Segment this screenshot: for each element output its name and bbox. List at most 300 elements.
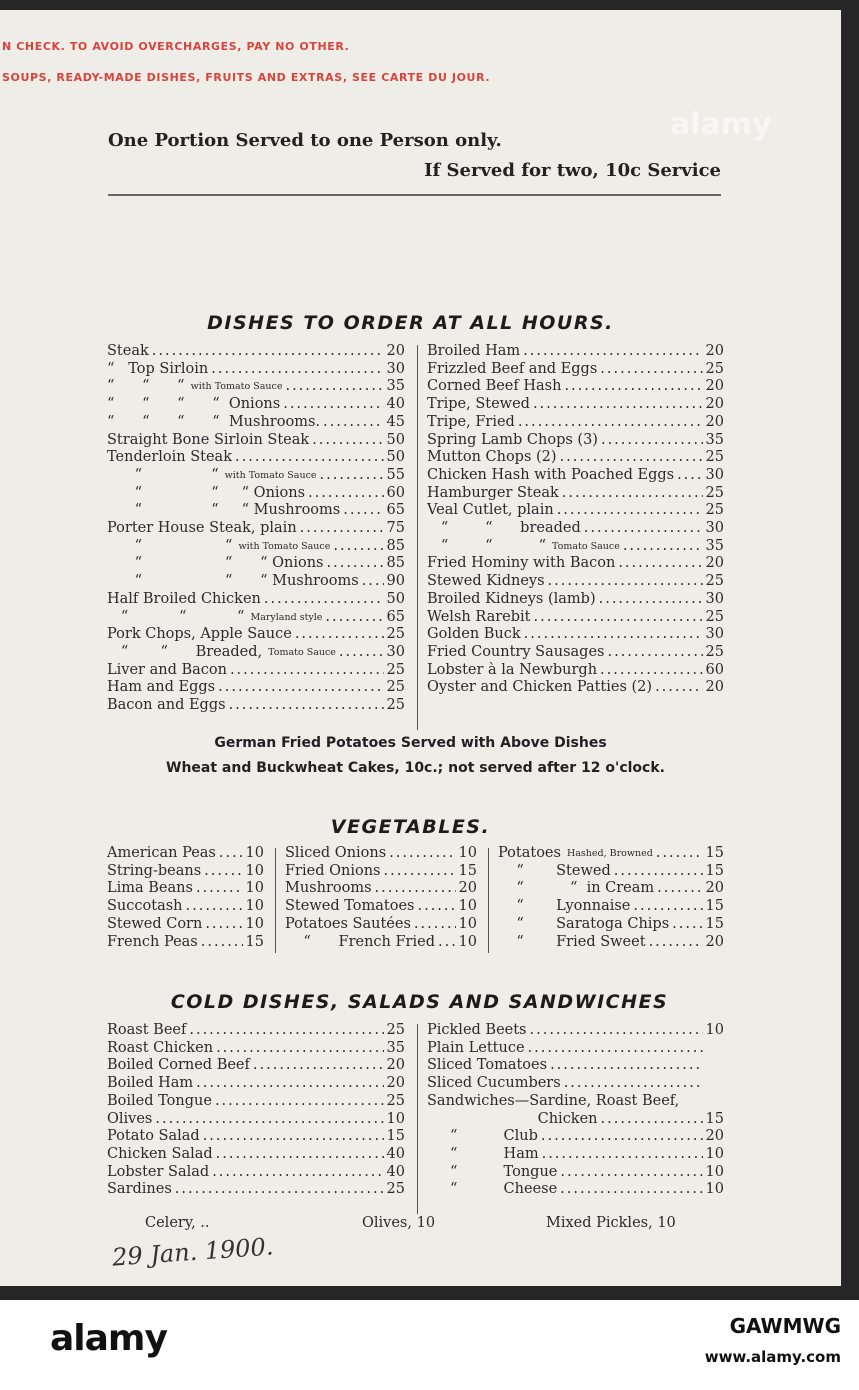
item-name: “ Saratoga Chips	[498, 915, 670, 932]
extra-olives: Olives, 10	[362, 1215, 436, 1231]
dot-leader	[528, 1040, 703, 1058]
dot-leader	[339, 644, 384, 662]
dot-leader	[323, 414, 384, 432]
menu-item	[427, 1181, 724, 1199]
menu-item	[285, 898, 477, 916]
dot-leader	[216, 1146, 384, 1164]
item-price: 10	[458, 933, 477, 950]
item-name: “ French Fried	[285, 933, 435, 950]
menu-item	[427, 396, 724, 414]
item-price: 25	[705, 502, 724, 519]
dot-leader	[205, 916, 242, 934]
item-price: 65	[386, 502, 405, 519]
item-name: Stewed Kidneys	[427, 573, 545, 590]
item-name: Tripe, Stewed	[427, 396, 530, 413]
menu-item	[107, 1164, 405, 1182]
dot-leader	[283, 396, 383, 414]
item-name: Frizzled Beef and Eggs	[427, 360, 598, 377]
item-name: Porter House Steak, plain	[107, 520, 297, 537]
item-price: 10	[458, 898, 477, 915]
item-name: Ham and Eggs	[107, 679, 216, 696]
dot-leader	[211, 361, 383, 379]
item-name: Mutton Chops (2)	[427, 449, 557, 466]
item-price: 20	[705, 880, 724, 897]
item-price: 90	[386, 573, 405, 590]
item-price: 35	[386, 378, 405, 395]
column-divider	[275, 848, 276, 953]
menu-item	[427, 573, 724, 591]
item-price: 25	[386, 697, 405, 714]
item-name: Oyster and Chicken Patties (2)	[427, 679, 653, 696]
dot-leader	[518, 414, 703, 432]
dot-leader	[320, 467, 384, 485]
item-name: “ “ “ “ Mushrooms.	[107, 413, 320, 430]
item-price: 20	[705, 933, 724, 950]
menu-item	[107, 1146, 405, 1164]
menu-item	[427, 432, 724, 450]
menu-item	[427, 555, 724, 573]
dot-leader	[623, 538, 703, 556]
menu-item	[427, 609, 724, 627]
item-name: Pork Chops, Apple Sauce	[107, 626, 292, 643]
item-name: Olives	[107, 1110, 153, 1127]
item-price	[706, 1057, 724, 1075]
dot-leader	[584, 520, 703, 538]
menu-item	[107, 1057, 405, 1075]
item-price: 15	[705, 862, 724, 879]
dot-leader	[308, 485, 383, 503]
menu-item	[107, 916, 264, 934]
dot-leader	[601, 1111, 703, 1129]
cold-title: COLD DISHES, SALADS AND SANDWICHES	[170, 991, 669, 1013]
dot-leader	[550, 1057, 703, 1075]
dot-leader	[212, 1164, 383, 1182]
item-price: 25	[386, 679, 405, 696]
item-name: Straight Bone Sirloin Steak	[107, 431, 310, 448]
item-price: 25	[705, 449, 724, 466]
item-name: Boiled Ham	[107, 1075, 194, 1092]
menu-item	[285, 934, 477, 952]
item-name: “ Fried Sweet	[498, 933, 646, 950]
menu-item	[427, 626, 724, 644]
item-note: Hashed, Browned	[566, 848, 653, 859]
item-name: “ “ “ Mushrooms	[107, 573, 359, 590]
item-note: Tomato Sauce	[552, 540, 620, 552]
item-name: Roast Beef	[107, 1022, 187, 1038]
item-name: “ “ “	[107, 378, 185, 395]
item-price: 20	[386, 343, 405, 359]
item-price: 60	[705, 661, 724, 678]
dot-leader	[219, 845, 243, 863]
item-name: “ “ “ “ Onions	[107, 396, 281, 413]
dot-leader	[548, 573, 703, 591]
item-name: “ “ “	[427, 537, 547, 554]
dishes-note-1: German Fried Potatoes Served with Above Dishes	[214, 735, 607, 751]
menu-item	[107, 1128, 405, 1146]
item-name: “ Lyonnaise	[498, 898, 631, 915]
dot-leader	[560, 1164, 702, 1182]
item-price: 75	[386, 520, 405, 537]
item-price: 10	[705, 1145, 724, 1162]
item-name: Fried Onions	[285, 862, 381, 879]
item-name: Sliced Cucumbers	[427, 1075, 561, 1092]
item-name: Mushrooms	[285, 880, 372, 897]
item-price	[706, 1093, 724, 1111]
dot-leader	[389, 845, 455, 863]
item-name: Pickled Beets	[427, 1022, 527, 1038]
menu-item	[107, 1040, 405, 1058]
item-name: Chicken Hash with Poached Eggs	[427, 466, 675, 483]
item-price: 20	[705, 413, 724, 430]
item-name: “ “ “ Onions	[107, 484, 306, 501]
item-name: Chicken Salad	[107, 1145, 213, 1162]
item-price: 25	[705, 484, 724, 501]
item-price: 85	[386, 555, 405, 572]
item-price: 50	[386, 449, 405, 466]
dot-leader	[285, 378, 383, 396]
menu-item	[427, 1057, 724, 1075]
menu-item	[107, 361, 405, 379]
item-price: 20	[386, 1057, 405, 1074]
item-name: Tripe, Fried	[427, 413, 515, 430]
item-name: “ “ “ Mushrooms	[107, 502, 341, 519]
dot-leader	[189, 1022, 383, 1040]
dot-leader	[333, 538, 383, 556]
vegetables-column-3	[498, 845, 724, 951]
item-name: “ “	[107, 537, 233, 554]
notice-line-1: N CHECK. TO AVOID OVERCHARGES, PAY NO OTHER.	[2, 40, 350, 53]
item-note: with Tomato Sauce	[224, 469, 317, 481]
dot-leader	[560, 1181, 702, 1199]
item-price: 25	[386, 1092, 405, 1109]
item-price: 10	[705, 1022, 724, 1038]
wavy-divider	[108, 194, 721, 196]
item-price: 45	[386, 413, 405, 430]
stock-footer	[0, 1300, 859, 1390]
item-price: 25	[705, 360, 724, 377]
item-name: Potatoes	[498, 845, 561, 861]
item-name: American Peas	[107, 845, 216, 861]
item-price: 20	[705, 396, 724, 413]
column-divider	[417, 345, 418, 730]
item-price: 10	[458, 845, 477, 861]
menu-item	[107, 609, 405, 627]
item-price: 20	[705, 343, 724, 359]
menu-item	[427, 467, 724, 485]
item-price: 30	[705, 626, 724, 643]
item-price: 20	[386, 1075, 405, 1092]
dot-leader	[677, 467, 702, 485]
dishes-right-column	[427, 343, 724, 697]
menu-item	[427, 343, 724, 361]
menu-item	[427, 1075, 724, 1093]
item-name: Chicken	[427, 1110, 598, 1127]
item-price: 25	[386, 626, 405, 643]
dot-leader	[312, 432, 383, 450]
item-price: 25	[386, 661, 405, 678]
item-price	[706, 1040, 724, 1058]
item-price: 15	[245, 933, 264, 950]
item-price: 20	[705, 1128, 724, 1145]
menu-item	[285, 880, 477, 898]
menu-item	[107, 378, 405, 396]
dot-leader	[655, 679, 702, 697]
item-price: 20	[458, 880, 477, 897]
menu-item	[498, 916, 724, 934]
dot-leader	[542, 1146, 703, 1164]
item-name: Sliced Onions	[285, 845, 387, 861]
item-name: “ Cheese	[427, 1181, 558, 1198]
item-price: 15	[705, 845, 724, 861]
menu-item	[427, 485, 724, 503]
menu-item	[427, 1146, 724, 1164]
menu-item	[427, 679, 724, 697]
menu-item	[427, 1022, 724, 1040]
watermark: alamy	[670, 107, 772, 142]
portion-line-2: If Served for two, 10c Service	[424, 160, 721, 181]
dot-leader	[327, 555, 384, 573]
dot-leader	[649, 934, 703, 952]
dot-leader	[325, 609, 383, 627]
menu-item	[107, 880, 264, 898]
item-price: 10	[245, 898, 264, 915]
item-price: 35	[705, 537, 724, 554]
menu-item	[107, 502, 405, 520]
menu-item	[285, 845, 477, 863]
item-price: 15	[705, 1110, 724, 1127]
cold-left-column	[107, 1022, 405, 1199]
menu-item	[107, 432, 405, 450]
menu-item	[107, 343, 405, 361]
dishes-title: DISHES TO ORDER AT ALL HOURS.	[207, 312, 614, 334]
item-price: 10	[245, 915, 264, 932]
dot-leader	[196, 880, 243, 898]
menu-item	[107, 845, 264, 863]
item-name: Steak	[107, 343, 149, 359]
dot-leader	[541, 1128, 703, 1146]
dot-leader	[600, 361, 702, 379]
dot-leader	[230, 662, 384, 680]
item-name: Lobster Salad	[107, 1163, 210, 1180]
dot-leader	[175, 1181, 384, 1199]
menu-item	[107, 863, 264, 881]
dot-leader	[300, 520, 384, 538]
item-name: “ Club	[427, 1128, 538, 1145]
dot-leader	[607, 644, 702, 662]
dot-leader	[562, 485, 703, 503]
item-name: Sandwiches—Sardine, Roast Beef,	[427, 1092, 680, 1109]
image-id: GAWMWG	[729, 1314, 841, 1338]
item-name: Potatoes Sautées	[285, 915, 411, 932]
menu-item	[498, 845, 724, 863]
item-price: 25	[705, 573, 724, 590]
item-name: Stewed Tomatoes	[285, 898, 415, 915]
dot-leader	[203, 1128, 384, 1146]
menu-item	[427, 520, 724, 538]
item-price: 30	[705, 590, 724, 607]
item-price: 85	[386, 537, 405, 554]
item-name: Fried Hominy with Bacon	[427, 555, 616, 572]
dot-leader	[152, 343, 384, 361]
dot-leader	[414, 916, 456, 934]
menu-item	[427, 378, 724, 396]
item-name: Corned Beef Hash	[427, 378, 562, 395]
portion-line-1: One Portion Served to one Person only.	[108, 130, 502, 151]
dot-leader	[564, 378, 702, 396]
item-note: with Tomato Sauce	[238, 540, 331, 552]
item-name: “ Top Sirloin	[107, 360, 209, 377]
dot-leader	[196, 1075, 383, 1093]
menu-item	[107, 934, 264, 952]
item-price: 10	[705, 1163, 724, 1180]
menu-item	[107, 697, 405, 715]
alamy-url: www.alamy.com	[704, 1348, 841, 1366]
item-price: 10	[245, 862, 264, 879]
item-price: 15	[458, 862, 477, 879]
menu-item	[107, 626, 405, 644]
dot-leader	[417, 898, 455, 916]
item-name: “ Ham	[427, 1145, 539, 1162]
item-price: 10	[245, 845, 264, 861]
column-divider	[417, 1024, 418, 1214]
item-name: “ “ breaded	[427, 520, 581, 537]
menu-item	[107, 520, 405, 538]
item-name: “ “ “ Onions	[107, 555, 324, 572]
menu-item	[498, 863, 724, 881]
dot-leader	[235, 449, 384, 467]
menu-item	[107, 485, 405, 503]
dot-leader	[343, 502, 383, 520]
menu-item	[427, 591, 724, 609]
item-note: with Tomato Sauce	[190, 381, 283, 393]
item-name: Plain Lettuce	[427, 1039, 525, 1056]
menu-item	[107, 573, 405, 591]
item-name: “ “ Breaded,	[107, 643, 263, 660]
menu-item	[107, 644, 405, 662]
column-divider	[488, 848, 489, 953]
menu-item	[427, 1164, 724, 1182]
menu-item	[427, 449, 724, 467]
vegetables-column-2	[285, 845, 477, 951]
menu-item	[427, 1093, 724, 1111]
item-price: 55	[386, 466, 405, 483]
dot-leader	[186, 898, 243, 916]
item-name: Welsh Rarebit	[427, 608, 531, 625]
item-price: 10	[458, 915, 477, 932]
item-name: Sardines	[107, 1181, 172, 1198]
item-name: Veal Cutlet, plain	[427, 502, 554, 519]
item-price: 10	[386, 1110, 405, 1127]
item-name: Broiled Kidneys (lamb)	[427, 590, 596, 607]
dot-leader	[264, 591, 384, 609]
item-name: Potato Salad	[107, 1128, 200, 1145]
menu-item	[107, 449, 405, 467]
dot-leader	[215, 1093, 384, 1111]
dot-leader	[557, 502, 703, 520]
dot-leader	[599, 591, 703, 609]
menu-item	[427, 502, 724, 520]
menu-item	[285, 863, 477, 881]
dot-leader	[618, 555, 702, 573]
menu-item	[107, 662, 405, 680]
menu-item	[498, 934, 724, 952]
dot-leader	[383, 863, 455, 881]
item-name: Lobster à la Newburgh	[427, 661, 598, 678]
dot-leader	[438, 934, 456, 952]
dot-leader	[533, 396, 703, 414]
item-name: Broiled Ham	[427, 343, 521, 359]
item-price: 40	[386, 1163, 405, 1180]
extra-celery: Celery, ..	[145, 1215, 210, 1231]
dot-leader	[375, 880, 456, 898]
handwritten-date: 29 Jan. 1900.	[111, 1232, 275, 1272]
dishes-note-2: Wheat and Buckwheat Cakes, 10c.; not served after 12 o'clock.	[166, 760, 665, 776]
menu-item	[427, 538, 724, 556]
dot-leader	[523, 343, 702, 361]
item-price: 20	[705, 378, 724, 395]
item-name: Tenderloin Steak	[107, 449, 232, 466]
item-price: 35	[705, 431, 724, 448]
menu-item	[107, 679, 405, 697]
item-name: String-beans	[107, 862, 202, 879]
item-price: 30	[705, 466, 724, 483]
item-name: Half Broiled Chicken	[107, 590, 261, 607]
menu-page	[0, 10, 841, 1286]
menu-item	[107, 1111, 405, 1129]
menu-item	[427, 1111, 724, 1129]
menu-item	[285, 916, 477, 934]
item-name: Bacon and Eggs	[107, 697, 226, 714]
menu-item	[498, 898, 724, 916]
item-price: 25	[705, 608, 724, 625]
menu-item	[107, 1022, 405, 1040]
menu-item	[498, 880, 724, 898]
dot-leader	[564, 1075, 703, 1093]
dishes-left-column	[107, 343, 405, 715]
dot-leader	[672, 916, 702, 934]
item-name: Golden Buck	[427, 626, 521, 643]
item-price: 25	[386, 1181, 405, 1198]
menu-item	[107, 1181, 405, 1199]
item-name: “ “	[107, 466, 219, 483]
dot-leader	[560, 449, 703, 467]
dot-leader	[216, 1040, 383, 1058]
dot-leader	[614, 863, 703, 881]
dot-leader	[657, 880, 702, 898]
menu-item	[107, 414, 405, 432]
item-price: 30	[386, 643, 405, 660]
dot-leader	[600, 662, 703, 680]
item-price: 20	[705, 679, 724, 696]
menu-item	[107, 898, 264, 916]
notice-line-2: SOUPS, READY-MADE DISHES, FRUITS AND EXTRAS, SEE CARTE DU JOUR.	[2, 71, 491, 84]
item-name: Succotash	[107, 898, 183, 915]
item-name: Roast Chicken	[107, 1039, 214, 1056]
menu-item	[427, 361, 724, 379]
item-price	[706, 1075, 724, 1093]
item-price: 65	[386, 608, 405, 625]
menu-item	[427, 644, 724, 662]
dot-leader	[633, 898, 702, 916]
vegetables-title: VEGETABLES.	[330, 816, 491, 838]
item-name: Boiled Tongue	[107, 1092, 212, 1109]
vegetables-column-1	[107, 845, 264, 951]
item-price: 40	[386, 1145, 405, 1162]
item-price: 10	[705, 1181, 724, 1198]
item-price: 40	[386, 396, 405, 413]
dot-leader	[155, 1111, 383, 1129]
item-price: 10	[245, 880, 264, 897]
